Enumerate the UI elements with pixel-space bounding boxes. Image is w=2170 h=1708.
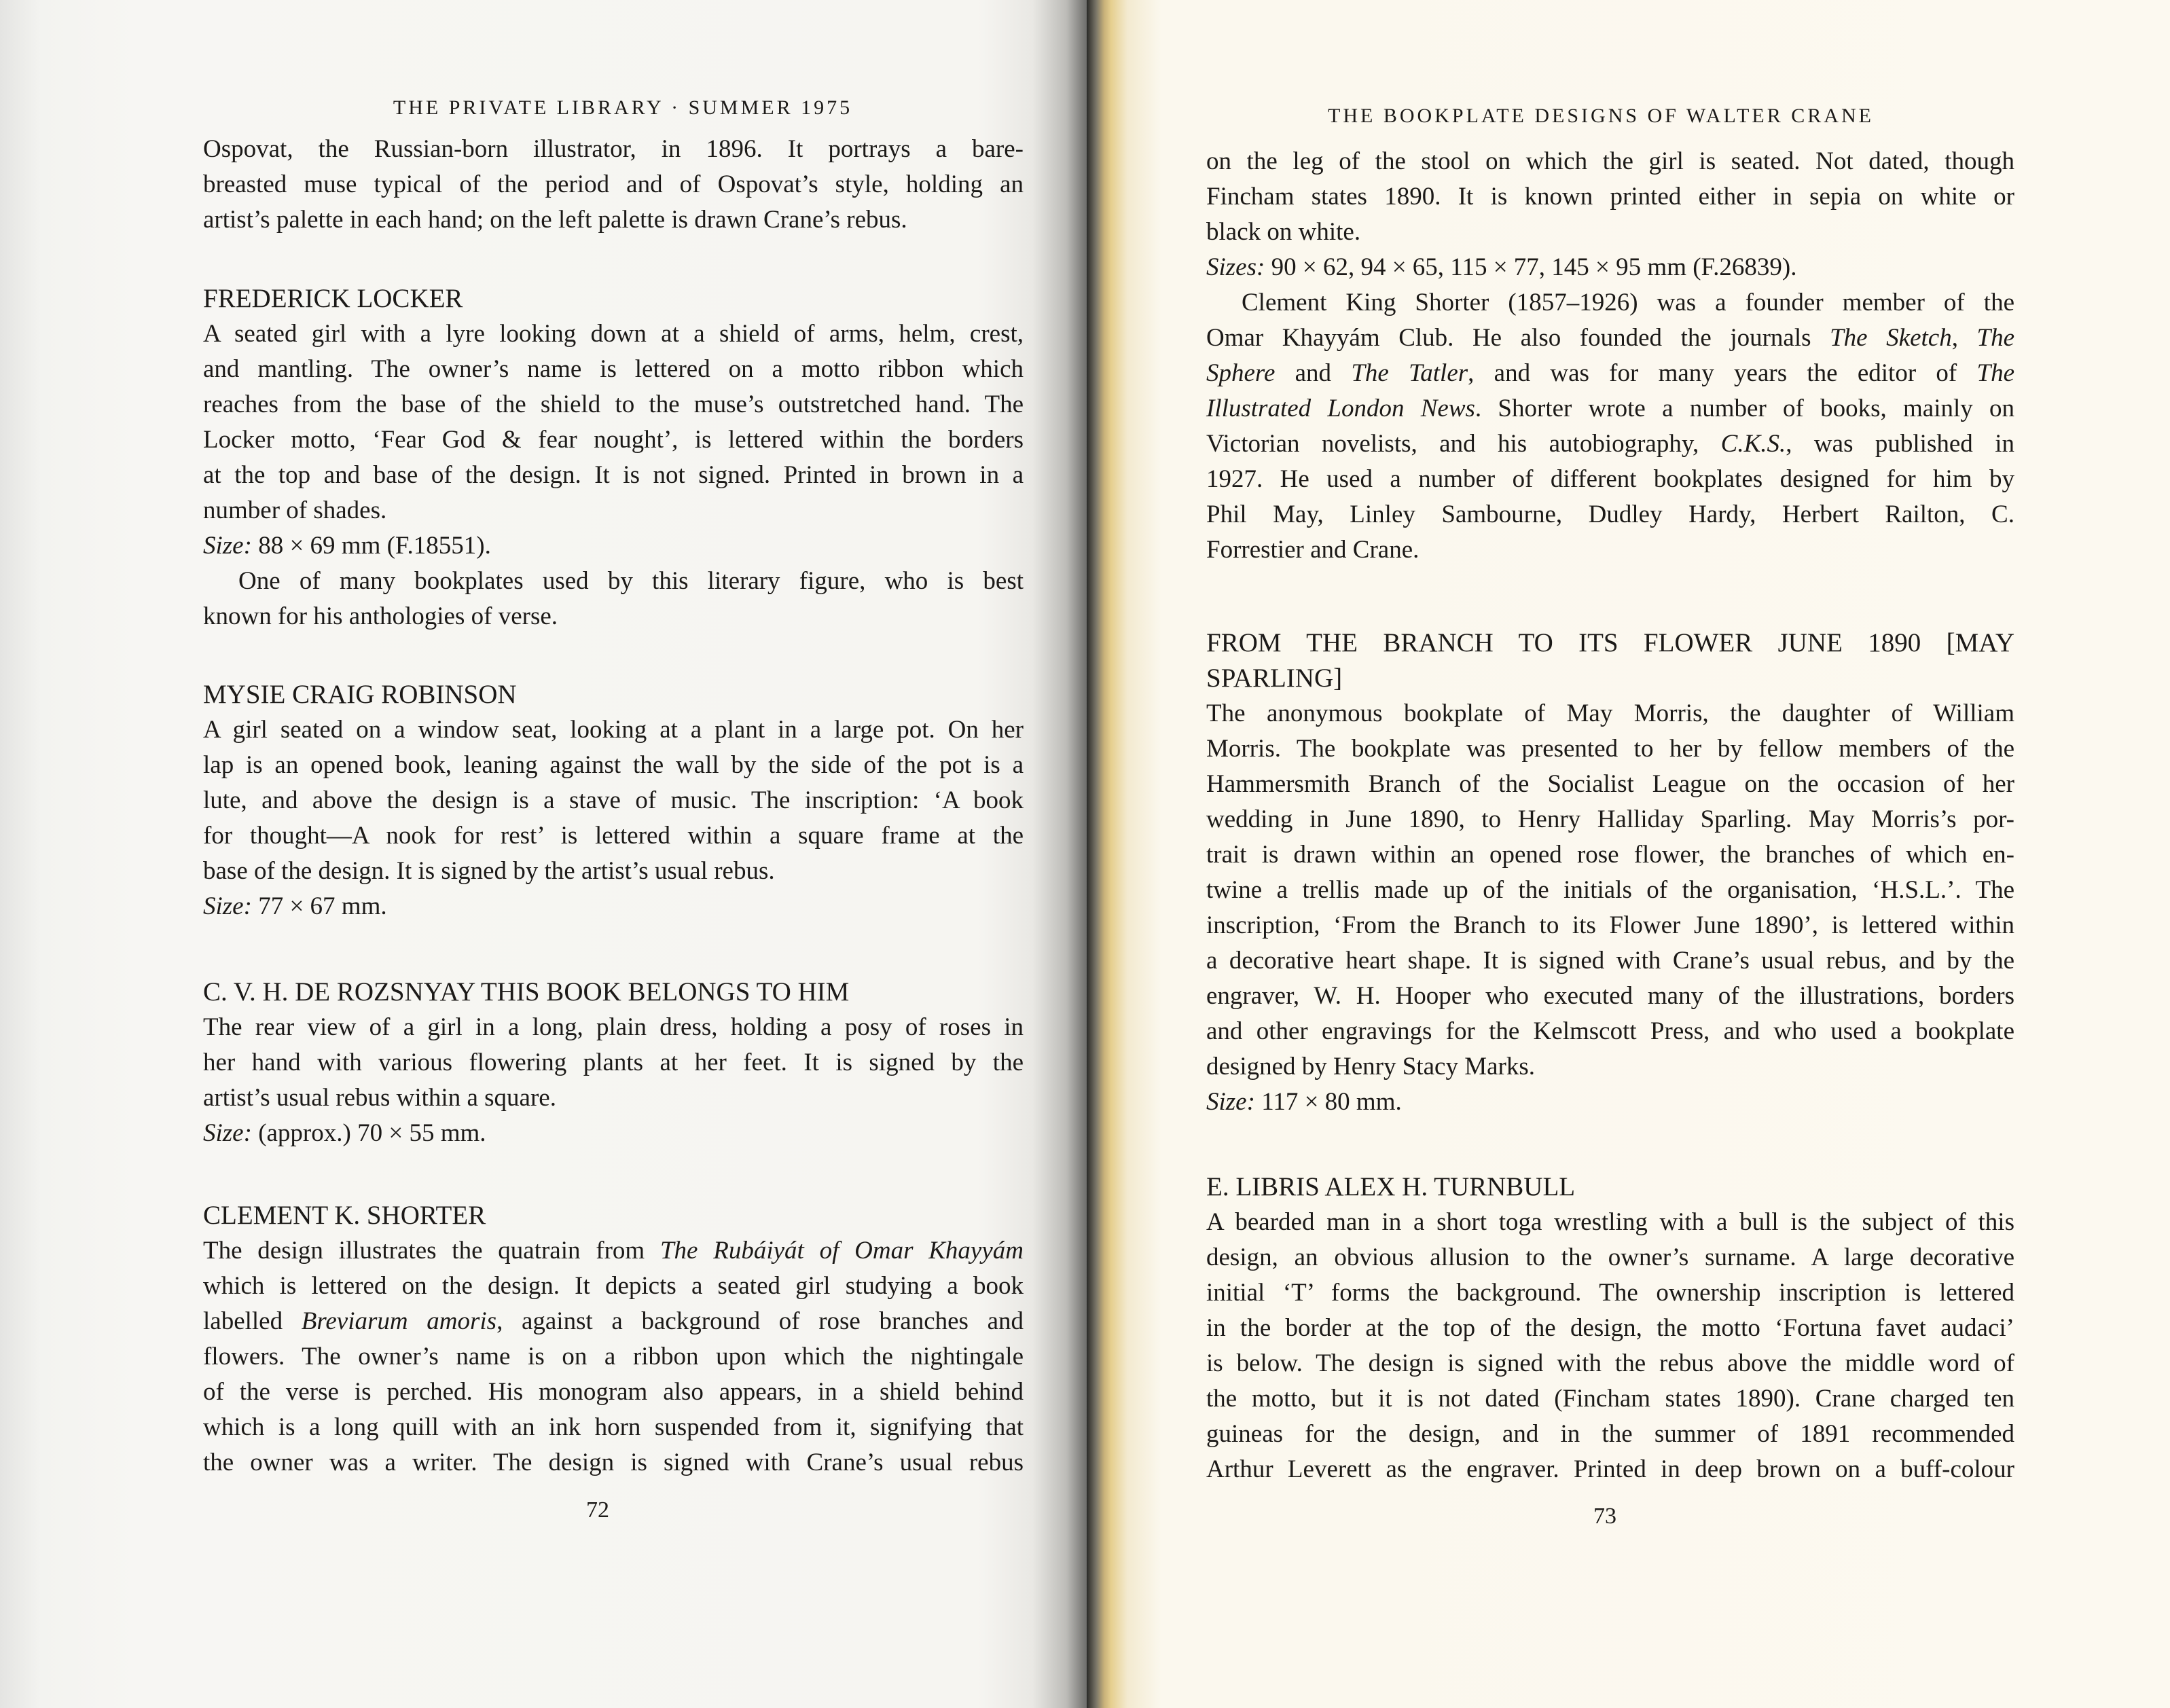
heading-line: C. V. H. DE ROZSNYAY THIS BOOK BELONGS TO HIM [203,977,850,1006]
entry-heading [1206,1169,2014,1205]
text-line [1206,356,2014,391]
text-line: breasted muse typical of the period and of Ospovat’s style, holding an [203,170,1024,198]
italic-text: The Rubáiyát of Omar Khayyám [659,1237,1024,1265]
entry-l5 [203,1198,1024,1480]
text-line: design, an obvious allusion to the owner’s surname. A large decorative [1206,1243,2014,1271]
paragraph [203,528,1024,564]
italic-text: The Tatler [1351,359,1468,387]
text-line: on the leg of the stool on which the girl is seated. Not dated, though [1206,147,2014,175]
text-line: 1927. He used a number of different bookplates designed for him by [1206,465,2014,493]
text-line [203,528,1024,564]
text-run: 77 × 67 mm. [251,892,387,920]
text-line [1206,426,2014,462]
text-line [1206,1085,2014,1120]
entry-r2 [1206,625,2014,1120]
text-line: designed by Henry Stacy Marks. [1206,1053,1535,1080]
text-line: is below. The design is signed with the rebus above the middle word of [1206,1349,2014,1377]
entry-heading [203,1198,1024,1233]
paragraph [1206,250,2014,285]
text-line: Forrestier and Crane. [1206,536,1419,564]
text-line: One of many bookplates used by this literary figure, who is best [238,567,1024,595]
entry-r1 [1206,144,2014,568]
page-number-right: 73 [1593,1504,1616,1529]
text-line: number of shades. [203,496,387,524]
text-line: which is a long quill with an ink horn suspended from it, signifying that [203,1413,1024,1441]
text-line: guineas for the design, and in the summer of 1891 recommended [1206,1420,2014,1448]
text-line: The rear view of a girl in a long, plain dress, holding a posy of roses in [203,1013,1024,1041]
italic-text: The [1976,324,2015,352]
entry-l1 [203,132,1024,238]
text-line: base of the design. It is signed by the artist’s usual rebus. [203,857,775,885]
italic-text: Sphere [1206,359,1276,387]
text-line [1206,321,2014,356]
text-line: and mantling. The owner’s name is lettered on a motto ribbon which [203,355,1024,383]
italic-text: Sizes: [1206,253,1265,281]
heading-line: FROM THE BRANCH TO ITS FLOWER JUNE 1890 [MAY [1206,628,2014,657]
text-line: A bearded man in a short toga wrestling with a bull is the subject of this [1206,1208,2014,1236]
running-head-right: THE BOOKPLATE DESIGNS OF WALTER CRANE [1328,105,1874,127]
text-line: Hammersmith Branch of the Socialist League on the occasion of her [1206,770,2014,798]
text-line: Arthur Leverett as the engraver. Printed in deep brown on a buff-colour [1206,1455,2014,1483]
text-line: for thought—A nook for rest’ is lettered within a square frame at the [203,822,1024,850]
italic-text: The [1976,359,2014,387]
text-line: Clement King Shorter (1857–1926) was a founder member of the [1242,289,2014,316]
text-run: , [1951,324,1977,352]
text-run: 90 × 62, 94 × 65, 115 × 77, 145 × 95 mm (F.26839). [1265,253,1797,281]
text-line: trait is drawn within an opened rose flower, the branches of which en- [1206,841,2014,869]
text-line: Phil May, Linley Sambourne, Dudley Hardy, Herbert Railton, C. [1206,501,2014,528]
entry-l4 [203,975,1024,1151]
entry-heading [1206,625,2014,696]
entry-heading [203,975,1024,1010]
italic-text: Size: [203,1119,252,1147]
text-line: initial ‘T’ forms the background. The ownership inscription is lettered [1206,1279,2014,1307]
page-number-left: 72 [586,1497,609,1523]
entry-heading [203,281,1024,316]
text-line: inscription, ‘From the Branch to its Flower June 1890’, is lettered within [1206,911,2014,939]
text-line: wedding in June 1890, to Henry Halliday Sparling. May Morris’s por- [1206,805,2014,833]
text-line: The anonymous bookplate of May Morris, the daughter of William [1206,699,2014,727]
paragraph [1206,696,2014,1085]
heading-line: FREDERICK LOCKER [203,284,463,313]
paragraph [203,712,1024,889]
text-run: , and was for many years the editor of [1468,359,1977,387]
paragraph [1206,285,2014,568]
text-line: Morris. The bookplate was presented to her by fellow members of the [1206,735,2014,763]
text-run: . Shorter wrote a number of books, mainly on [1475,395,2015,422]
text-run: , against a background of rose branches and [496,1307,1024,1335]
text-run: (approx.) 70 × 55 mm. [251,1119,486,1147]
text-run: Omar Khayyám Club. He also founded the journals [1206,324,1830,352]
entry-heading [203,677,1024,712]
text-run: labelled [203,1307,302,1335]
text-run: 88 × 69 mm (F.18551). [251,532,491,560]
entry-l3 [203,677,1024,924]
paragraph [203,316,1024,528]
entry-r3 [1206,1169,2014,1487]
italic-text: C.K.S. [1720,430,1786,458]
paragraph [203,889,1024,924]
paragraph [1206,1205,2014,1487]
paragraph [203,564,1024,634]
text-line: artist’s usual rebus within a square. [203,1084,556,1112]
text-line: A girl seated on a window seat, looking at a plant in a large pot. On her [203,716,1024,744]
text-line [203,1233,1024,1269]
text-line: Fincham states 1890. It is known printed either in sepia on white or [1206,183,2014,211]
paragraph [203,1233,1024,1480]
text-line: black on white. [1206,218,1361,246]
italic-text: Illustrated London News [1206,395,1475,422]
text-line: lap is an opened book, leaning against the wall by the side of the pot is a [203,751,1024,779]
text-run: The design illustrates the quatrain from [203,1237,660,1265]
text-line: in the border at the top of the design, the motto ‘Fortuna favet audaci’ [1206,1314,2014,1342]
text-line: which is lettered on the design. It depicts a seated girl studying a book [203,1272,1024,1300]
text-line: Locker motto, ‘Fear God & fear nought’, is lettered within the borders [203,426,1024,454]
text-line [203,889,1024,924]
italic-text: Size: [1206,1088,1255,1116]
text-line: and other engravings for the Kelmscott Press, and who used a bookplate [1206,1017,2014,1045]
text-line: flowers. The owner’s name is on a ribbon upon which the nightingale [203,1343,1024,1370]
entry-l2 [203,281,1024,634]
text-run: 117 × 80 mm. [1254,1088,1402,1116]
text-line: of the verse is perched. His monogram also appears, in a shield behind [203,1378,1024,1406]
text-line: the owner was a writer. The design is signed with Crane’s usual rebus [203,1449,1024,1476]
text-line: a decorative heart shape. It is signed with Crane’s usual rebus, and by the [1206,947,2014,975]
paragraph [1206,144,2014,250]
text-line: at the top and base of the design. It is not signed. Printed in brown in a [203,461,1024,489]
text-line: her hand with various flowering plants at her feet. It is signed by the [203,1049,1024,1076]
text-line [1206,250,2014,285]
italic-text: Breviarum amoris [301,1307,497,1335]
text-line [203,1304,1024,1339]
text-run: , was published in [1786,430,2014,458]
running-head-left: THE PRIVATE LIBRARY · SUMMER 1975 [393,96,853,119]
text-line: A seated girl with a lyre looking down at a shield of arms, helm, crest, [203,320,1024,348]
paragraph [203,1116,1024,1151]
text-line: artist’s palette in each hand; on the left palette is drawn Crane’s rebus. [203,206,907,234]
text-run: and [1275,359,1352,387]
paragraph [203,132,1024,238]
text-line: known for his anthologies of verse. [203,602,558,630]
heading-line: SPARLING] [1206,664,1343,693]
heading-line: E. LIBRIS ALEX H. TURNBULL [1206,1172,1576,1201]
heading-line: CLEMENT K. SHORTER [203,1201,486,1230]
text-line: engraver, W. H. Hooper who executed many of the illustrations, borders [1206,982,2014,1010]
text-line [1206,391,2014,426]
italic-text: The Sketch [1830,324,1952,352]
text-run: Victorian novelists, and his autobiography, [1206,430,1721,458]
text-line: lute, and above the design is a stave of music. The inscription: ‘A book [203,786,1024,814]
heading-line: MYSIE CRAIG ROBINSON [203,680,517,709]
text-line: Ospovat, the Russian-born illustrator, in 1896. It portrays a bare- [203,135,1024,163]
paragraph [203,1010,1024,1116]
text-line: the motto, but it is not dated (Fincham states 1890). Crane charged ten [1206,1385,2014,1413]
text-line [203,1116,1024,1151]
paragraph [1206,1085,2014,1120]
italic-text: Size: [203,892,252,920]
italic-text: Size: [203,532,252,560]
text-line: reaches from the base of the shield to the muse’s outstretched hand. The [203,390,1024,418]
text-line: twine a trellis made up of the initials of the organisation, ‘H.S.L.’. The [1206,876,2014,904]
